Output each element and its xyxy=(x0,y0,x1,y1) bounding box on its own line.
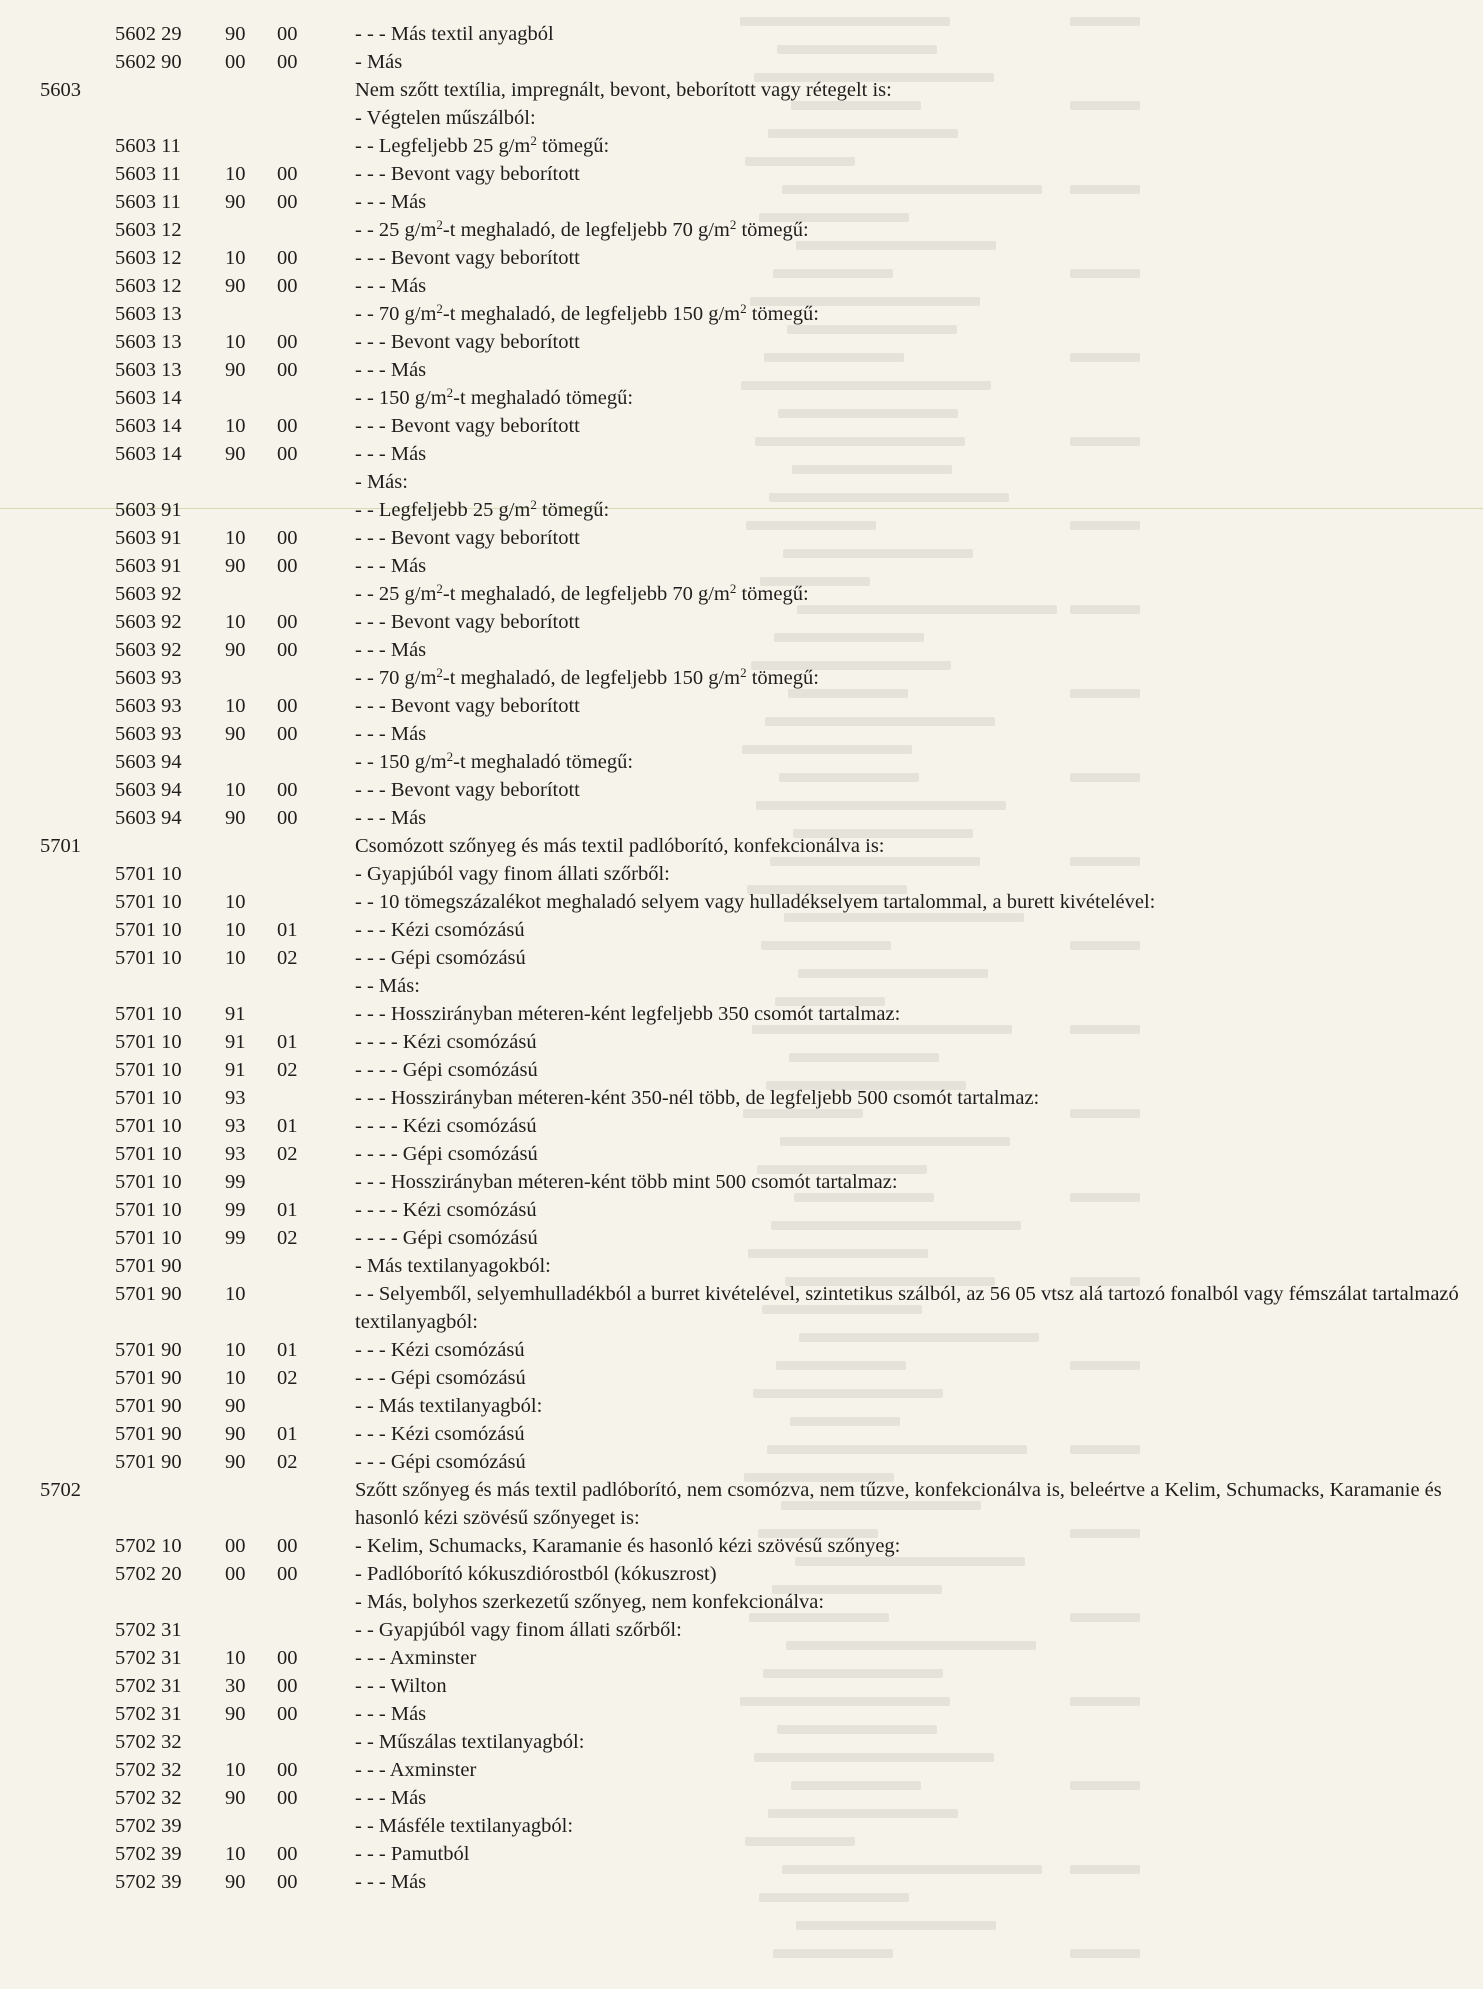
show-through-line xyxy=(796,1921,996,1930)
sub-code: 10 xyxy=(225,1283,246,1305)
table-row xyxy=(0,1112,1483,1140)
sub-code: 10 xyxy=(225,415,246,437)
sub-code: 10 xyxy=(225,247,246,269)
description: - - Gyapjúból vagy finom állati szőrből: xyxy=(355,1619,682,1641)
tariff-code: 5701 90 xyxy=(115,1395,182,1417)
sub-code: 90 xyxy=(225,1451,246,1473)
table-row xyxy=(0,216,1483,244)
description: - - - Más xyxy=(355,1787,427,1809)
description: - - - Axminster xyxy=(355,1647,477,1669)
table-row xyxy=(0,1392,1483,1420)
table-row xyxy=(0,720,1483,748)
sub-code: 90 xyxy=(225,1395,246,1417)
table-row xyxy=(0,48,1483,76)
sub-code: 93 xyxy=(225,1115,246,1137)
description: - - 150 $g/m^2-t$ meghaladó tömegű: xyxy=(355,749,634,773)
sub-code: 91 xyxy=(225,1003,246,1025)
table-row xyxy=(0,944,1483,972)
table-row xyxy=(0,1056,1483,1084)
description: - - Más textilanyagból: xyxy=(355,1395,543,1417)
table-row xyxy=(0,384,1483,412)
sub-code: 10 xyxy=(225,1843,246,1865)
table-row xyxy=(0,1084,1483,1112)
description: - - - - Kézi csomózású xyxy=(355,1031,537,1053)
national-code: 00 xyxy=(277,1843,298,1865)
sub-code: 90 xyxy=(225,23,246,45)
table-row xyxy=(0,1476,1483,1532)
tariff-code: 5603 13 xyxy=(115,303,182,325)
tariff-code: 5701 90 xyxy=(115,1339,182,1361)
table-row xyxy=(0,1672,1483,1700)
table-row xyxy=(0,1000,1483,1028)
tariff-code: 5602 29 xyxy=(115,23,182,45)
tariff-code: 5602 90 xyxy=(115,51,182,73)
sub-code: 10 xyxy=(225,611,246,633)
description: - - 70 $g/m^2-t$ meghaladó, de legfeljebb 150 $g/m^2$ tömegű: xyxy=(355,665,819,689)
national-code: 00 xyxy=(277,23,298,45)
tariff-code: 5701 90 xyxy=(115,1255,182,1277)
tariff-code: 5603 92 xyxy=(115,583,182,605)
table-row xyxy=(0,1700,1483,1728)
national-code: 00 xyxy=(277,359,298,381)
description: - - - - Gépi csomózású xyxy=(355,1227,538,1249)
table-row xyxy=(0,888,1483,916)
national-code: 00 xyxy=(277,1647,298,1669)
tariff-code: 5702 31 xyxy=(115,1619,182,1641)
description: - - Másféle textilanyagból: xyxy=(355,1815,574,1837)
sub-code: 10 xyxy=(225,891,246,913)
tariff-code: 5701 10 xyxy=(115,1199,182,1221)
table-row xyxy=(0,160,1483,188)
sub-code: 90 xyxy=(225,191,246,213)
description: - - - Hosszirányban méteren-ként legfeljebb 350 csomót tartalmaz: xyxy=(355,1003,901,1025)
table-row xyxy=(0,804,1483,832)
description: Csomózott szőnyeg és más textil padlóborító, konfekcionálva is: xyxy=(355,835,885,857)
table-row xyxy=(0,832,1483,860)
heading-code: 5702 xyxy=(40,1479,81,1501)
tariff-code: 5603 92 xyxy=(115,639,182,661)
description: - - - Kézi csomózású xyxy=(355,1423,525,1445)
show-through-line xyxy=(773,1949,893,1958)
description: - - - Más textil anyagból xyxy=(355,23,554,45)
table-row xyxy=(0,552,1483,580)
national-code: 00 xyxy=(277,1759,298,1781)
sub-code: 00 xyxy=(225,1563,246,1585)
national-code: 00 xyxy=(277,51,298,73)
description: - - - Más xyxy=(355,275,427,297)
tariff-code: 5702 32 xyxy=(115,1787,182,1809)
tariff-table xyxy=(0,20,1483,1896)
description: - - - Pamutból xyxy=(355,1843,470,1865)
tariff-code: 5702 20 xyxy=(115,1563,182,1585)
national-code: 00 xyxy=(277,695,298,717)
national-code: 01 xyxy=(277,1115,298,1137)
tariff-code: 5603 11 xyxy=(115,191,181,213)
tariff-code: 5603 11 xyxy=(115,163,181,185)
tariff-code: 5603 91 xyxy=(115,499,182,521)
national-code: 00 xyxy=(277,611,298,633)
national-code: 02 xyxy=(277,1143,298,1165)
sub-code: 99 xyxy=(225,1171,246,1193)
tariff-code: 5603 13 xyxy=(115,331,182,353)
table-row xyxy=(0,328,1483,356)
national-code: 02 xyxy=(277,1227,298,1249)
sub-code: 00 xyxy=(225,51,246,73)
table-row xyxy=(0,1532,1483,1560)
tariff-code: 5603 94 xyxy=(115,807,182,829)
description: - - - Más xyxy=(355,443,427,465)
tariff-code: 5702 39 xyxy=(115,1843,182,1865)
table-row xyxy=(0,1812,1483,1840)
sub-code: 10 xyxy=(225,1759,246,1781)
description: - Más: xyxy=(355,471,408,493)
description: - - - Bevont vagy beborított xyxy=(355,611,580,633)
description: - Végtelen műszálból: xyxy=(355,107,536,129)
tariff-code: 5701 90 xyxy=(115,1283,182,1305)
description: - - - Bevont vagy beborított xyxy=(355,163,580,185)
table-row xyxy=(0,776,1483,804)
tariff-code: 5603 12 xyxy=(115,219,182,241)
table-row xyxy=(0,356,1483,384)
national-code: 02 xyxy=(277,1451,298,1473)
description: - - - Kézi csomózású xyxy=(355,919,525,941)
tariff-code: 5701 10 xyxy=(115,1143,182,1165)
sub-code: 93 xyxy=(225,1087,246,1109)
description: - - - Axminster xyxy=(355,1759,477,1781)
sub-code: 10 xyxy=(225,695,246,717)
sub-code: 10 xyxy=(225,947,246,969)
sub-code: 90 xyxy=(225,639,246,661)
tariff-code: 5603 14 xyxy=(115,415,182,437)
national-code: 00 xyxy=(277,191,298,213)
national-code: 00 xyxy=(277,527,298,549)
description: - - - Más xyxy=(355,1871,427,1893)
description: - - - Más xyxy=(355,723,427,745)
description: - - - Hosszirányban méteren-ként 350-nél több, de legfeljebb 500 csomót tartalmaz: xyxy=(355,1087,1040,1109)
sub-code: 10 xyxy=(225,163,246,185)
table-row xyxy=(0,1196,1483,1224)
tariff-code: 5702 31 xyxy=(115,1675,182,1697)
sub-code: 10 xyxy=(225,779,246,801)
tariff-code: 5603 12 xyxy=(115,275,182,297)
table-row xyxy=(0,20,1483,48)
sub-code: 90 xyxy=(225,1787,246,1809)
sub-code: 90 xyxy=(225,443,246,465)
description: - - - Bevont vagy beborított xyxy=(355,527,580,549)
tariff-code: 5701 10 xyxy=(115,863,182,885)
national-code: 00 xyxy=(277,275,298,297)
table-row xyxy=(0,300,1483,328)
description: - - - - Kézi csomózású xyxy=(355,1115,537,1137)
description: - - - Más xyxy=(355,639,427,661)
national-code: 02 xyxy=(277,1367,298,1389)
national-code: 01 xyxy=(277,1199,298,1221)
description: - Padlóborító kókuszdiórostból (kókuszrost) xyxy=(355,1563,717,1585)
heading-code: 5701 xyxy=(40,835,81,857)
description: - - Más: xyxy=(355,975,420,997)
sub-code: 93 xyxy=(225,1143,246,1165)
table-row xyxy=(0,1784,1483,1812)
table-row xyxy=(0,1168,1483,1196)
tariff-code: 5603 13 xyxy=(115,359,182,381)
table-row xyxy=(0,1868,1483,1896)
description: - Más textilanyagokból: xyxy=(355,1255,551,1277)
tariff-code: 5603 93 xyxy=(115,695,182,717)
tariff-code: 5603 94 xyxy=(115,751,182,773)
national-code: 00 xyxy=(277,163,298,185)
description: Szőtt szőnyeg és más textil padlóborító, nem csomózva, nem tűzve, konfekcionálva is, beleértve a Kelim, Schumacks, Karamanie és hasonló kézi szövésű szőnyeget is: xyxy=(355,1479,1442,1529)
tariff-code: 5701 10 xyxy=(115,1171,182,1193)
description: - Más, bolyhos szerkezetű szőnyeg, nem konfekcionálva: xyxy=(355,1591,825,1613)
tariff-code: 5702 31 xyxy=(115,1647,182,1669)
national-code: 00 xyxy=(277,779,298,801)
table-row xyxy=(0,1560,1483,1588)
tariff-code: 5603 93 xyxy=(115,723,182,745)
table-row xyxy=(0,272,1483,300)
tariff-code: 5701 10 xyxy=(115,1227,182,1249)
tariff-code: 5603 14 xyxy=(115,387,182,409)
tariff-code: 5702 32 xyxy=(115,1759,182,1781)
tariff-code: 5701 10 xyxy=(115,1115,182,1137)
table-row xyxy=(0,1280,1483,1336)
description: - - - - Kézi csomózású xyxy=(355,1199,537,1221)
tariff-code: 5701 10 xyxy=(115,1031,182,1053)
table-row xyxy=(0,496,1483,524)
national-code: 00 xyxy=(277,1871,298,1893)
tariff-code: 5701 10 xyxy=(115,891,182,913)
national-code: 01 xyxy=(277,1031,298,1053)
tariff-code: 5603 93 xyxy=(115,667,182,689)
description: - - 25 $g/m^2-t$ meghaladó, de legfeljebb 70 $g/m^2$ tömegű: xyxy=(355,217,809,241)
description: - - - Wilton xyxy=(355,1675,447,1697)
description: - - - Más xyxy=(355,555,427,577)
description: - Gyapjúból vagy finom állati szőrből: xyxy=(355,863,670,885)
tariff-code: 5702 31 xyxy=(115,1703,182,1725)
table-row xyxy=(0,1140,1483,1168)
description: - - - Gépi csomózású xyxy=(355,1367,526,1389)
sub-code: 90 xyxy=(225,1871,246,1893)
table-row xyxy=(0,1616,1483,1644)
sub-code: 10 xyxy=(225,1339,246,1361)
description: - - - Gépi csomózású xyxy=(355,947,526,969)
description: - - - Hosszirányban méteren-ként több mint 500 csomót tartalmaz: xyxy=(355,1171,898,1193)
table-row xyxy=(0,972,1483,1000)
national-code: 00 xyxy=(277,247,298,269)
tariff-code: 5702 39 xyxy=(115,1815,182,1837)
table-row xyxy=(0,524,1483,552)
table-row xyxy=(0,468,1483,496)
sub-code: 90 xyxy=(225,555,246,577)
sub-code: 90 xyxy=(225,359,246,381)
table-row xyxy=(0,692,1483,720)
description: - - - Bevont vagy beborított xyxy=(355,331,580,353)
description: Nem szőtt textília, impregnált, bevont, beborított vagy rétegelt is: xyxy=(355,79,892,101)
tariff-code: 5603 94 xyxy=(115,779,182,801)
table-row xyxy=(0,636,1483,664)
description: - - - - Gépi csomózású xyxy=(355,1143,538,1165)
table-row xyxy=(0,1448,1483,1476)
tariff-code: 5701 90 xyxy=(115,1451,182,1473)
table-row xyxy=(0,748,1483,776)
national-code: 00 xyxy=(277,723,298,745)
description: - - Selyemből, selyemhulladékból a burret kivételével, szintetikus szálból, az 56 05 vtsz alá tartozó fonalból vagy fémszálat tartalmazó textilanyagból: xyxy=(355,1283,1459,1333)
tariff-code: 5702 10 xyxy=(115,1535,182,1557)
description: - - 70 $g/m^2-t$ meghaladó, de legfeljebb 150 $g/m^2$ tömegű: xyxy=(355,301,819,325)
tariff-code: 5701 10 xyxy=(115,1059,182,1081)
description: - - - Bevont vagy beborított xyxy=(355,247,580,269)
sub-code: 90 xyxy=(225,1703,246,1725)
table-row xyxy=(0,440,1483,468)
table-row xyxy=(0,1840,1483,1868)
sub-code: 00 xyxy=(225,1535,246,1557)
description: - - - Bevont vagy beborított xyxy=(355,415,580,437)
table-row xyxy=(0,860,1483,888)
table-row xyxy=(0,1224,1483,1252)
tariff-code: 5603 91 xyxy=(115,555,182,577)
description: - - - Gépi csomózású xyxy=(355,1451,526,1473)
national-code: 00 xyxy=(277,1563,298,1585)
sub-code: 30 xyxy=(225,1675,246,1697)
sub-code: 91 xyxy=(225,1059,246,1081)
description: - - Műszálas textilanyagból: xyxy=(355,1731,585,1753)
table-row xyxy=(0,104,1483,132)
description: - - - Más xyxy=(355,191,427,213)
table-row xyxy=(0,1728,1483,1756)
tariff-code: 5701 10 xyxy=(115,919,182,941)
description: - - - Más xyxy=(355,807,427,829)
national-code: 01 xyxy=(277,1423,298,1445)
sub-code: 90 xyxy=(225,275,246,297)
description: - - - Kézi csomózású xyxy=(355,1339,525,1361)
tariff-code: 5702 32 xyxy=(115,1731,182,1753)
table-row xyxy=(0,608,1483,636)
tariff-code: 5603 92 xyxy=(115,611,182,633)
sub-code: 90 xyxy=(225,723,246,745)
table-row xyxy=(0,1420,1483,1448)
description: - - 150 $g/m^2-t$ meghaladó tömegű: xyxy=(355,385,634,409)
tariff-code: 5603 91 xyxy=(115,527,182,549)
tariff-code: 5701 10 xyxy=(115,1003,182,1025)
sub-code: 10 xyxy=(225,1647,246,1669)
table-row xyxy=(0,76,1483,104)
sub-code: 10 xyxy=(225,919,246,941)
description: - - 25 $g/m^2-t$ meghaladó, de legfeljebb 70 $g/m^2$ tömegű: xyxy=(355,581,809,605)
description: - - - Bevont vagy beborított xyxy=(355,779,580,801)
national-code: 00 xyxy=(277,639,298,661)
national-code: 00 xyxy=(277,415,298,437)
national-code: 00 xyxy=(277,1703,298,1725)
description: - Más xyxy=(355,51,403,73)
national-code: 00 xyxy=(277,443,298,465)
show-through-line xyxy=(1070,1949,1140,1958)
table-row xyxy=(0,1644,1483,1672)
table-row xyxy=(0,664,1483,692)
table-row xyxy=(0,1028,1483,1056)
sub-code: 91 xyxy=(225,1031,246,1053)
tariff-code: 5702 39 xyxy=(115,1871,182,1893)
description: - Kelim, Schumacks, Karamanie és hasonló kézi szövésű szőnyeg: xyxy=(355,1535,901,1557)
national-code: 00 xyxy=(277,1535,298,1557)
table-row xyxy=(0,244,1483,272)
description: - - - Bevont vagy beborított xyxy=(355,695,580,717)
national-code: 00 xyxy=(277,1675,298,1697)
table-row xyxy=(0,580,1483,608)
tariff-code: 5701 10 xyxy=(115,947,182,969)
national-code: 01 xyxy=(277,919,298,941)
description: - - 10 tömegszázalékot meghaladó selyem vagy hulladékselyem tartalommal, a burett kivételével: xyxy=(355,891,1156,913)
sub-code: 90 xyxy=(225,807,246,829)
heading-code: 5603 xyxy=(40,79,81,101)
national-code: 02 xyxy=(277,947,298,969)
table-row xyxy=(0,412,1483,440)
table-row xyxy=(0,1252,1483,1280)
description: - - - Más xyxy=(355,359,427,381)
national-code: 00 xyxy=(277,1787,298,1809)
tariff-code: 5603 11 xyxy=(115,135,181,157)
sub-code: 10 xyxy=(225,1367,246,1389)
national-code: 00 xyxy=(277,555,298,577)
sub-code: 99 xyxy=(225,1199,246,1221)
national-code: 00 xyxy=(277,807,298,829)
tariff-code: 5701 90 xyxy=(115,1367,182,1389)
table-row xyxy=(0,132,1483,160)
tariff-code: 5701 90 xyxy=(115,1423,182,1445)
sub-code: 10 xyxy=(225,527,246,549)
description: - - Legfeljebb 25 $g/m^2$ tömegű: xyxy=(355,497,610,521)
description: - - - Más xyxy=(355,1703,427,1725)
table-row xyxy=(0,916,1483,944)
sub-code: 90 xyxy=(225,1423,246,1445)
description: - - Legfeljebb 25 $g/m^2$ tömegű: xyxy=(355,133,610,157)
sub-code: 10 xyxy=(225,331,246,353)
tariff-code: 5603 14 xyxy=(115,443,182,465)
sub-code: 99 xyxy=(225,1227,246,1249)
description: - - - - Gépi csomózású xyxy=(355,1059,538,1081)
table-row xyxy=(0,188,1483,216)
table-row xyxy=(0,1588,1483,1616)
table-row xyxy=(0,1364,1483,1392)
national-code: 02 xyxy=(277,1059,298,1081)
tariff-code: 5701 10 xyxy=(115,1087,182,1109)
table-row xyxy=(0,1336,1483,1364)
tariff-code: 5603 12 xyxy=(115,247,182,269)
national-code: 00 xyxy=(277,331,298,353)
national-code: 01 xyxy=(277,1339,298,1361)
table-row xyxy=(0,1756,1483,1784)
